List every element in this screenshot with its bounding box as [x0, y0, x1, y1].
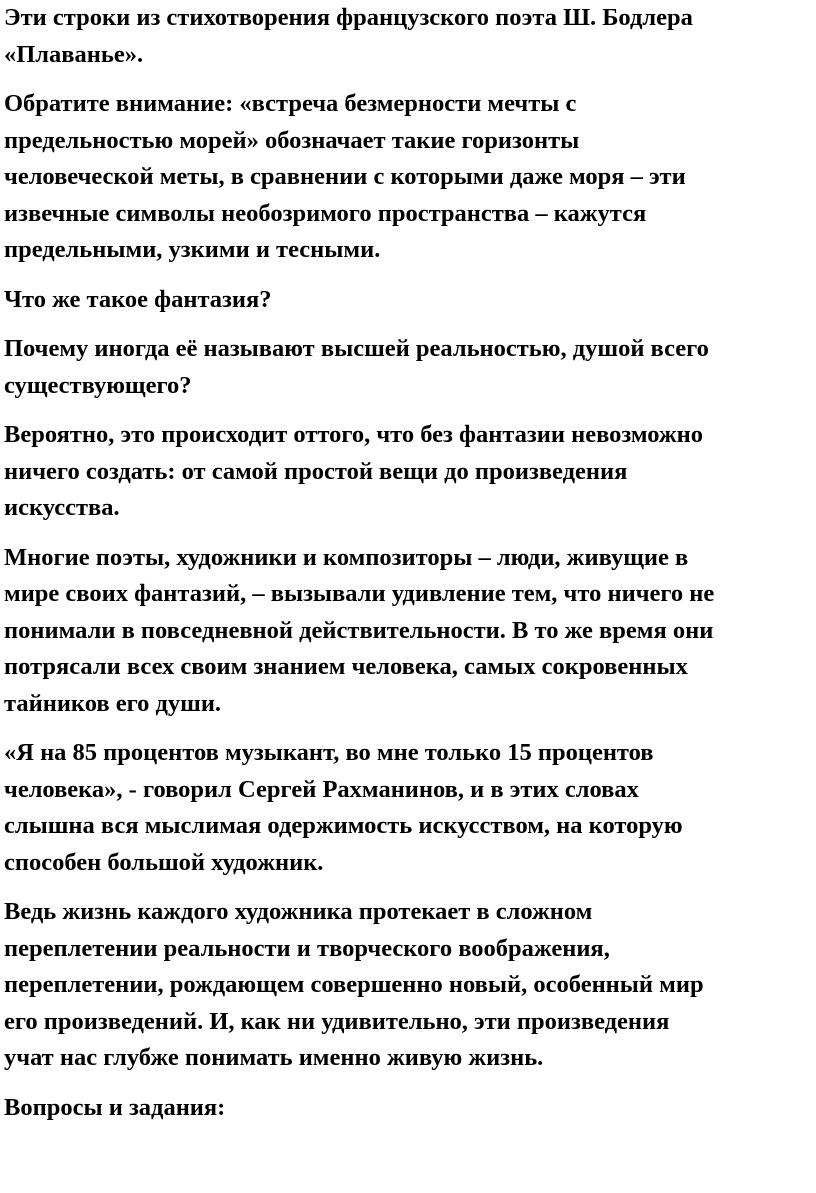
- text-line: учат нас глубже понимать именно живую жизнь.: [4, 1044, 544, 1071]
- text-line: ничего создать: от самой простой вещи до произведения: [4, 457, 628, 485]
- text-line: способен большой художник.: [4, 848, 324, 876]
- paragraph-artist-life: [4, 894, 810, 1077]
- text-line: его произведений. И, как ни удивительно, эти произведения: [4, 1007, 670, 1035]
- text-line: слышна вся мыслимая одержимость искусством, на которую: [4, 812, 683, 839]
- text-line: Почему иногда её называют высшей реальностью, душой всего: [4, 335, 709, 362]
- text-line: мире своих фантазий, – вызывали удивление тем, что ничего не: [4, 580, 715, 607]
- text-line: понимали в повседневной действительности. В то же время они: [4, 616, 714, 644]
- text-line: «Плаванье».: [4, 40, 144, 68]
- text-line: извечные символы необозримого пространства – кажутся: [4, 199, 647, 227]
- text-line: Многие поэты, художники и композиторы – люди, живущие в: [4, 543, 689, 571]
- paragraph-answer: [4, 417, 810, 527]
- paragraph-rachmaninoff-quote: [4, 735, 810, 881]
- document-page: [4, 0, 810, 1139]
- text-line: Вопросы и задания:: [4, 1093, 226, 1121]
- paragraph-intro: [4, 0, 810, 73]
- text-line: искусства.: [4, 494, 120, 521]
- text-line: человеческой меты, в сравнении с которыми даже моря – эти: [4, 163, 686, 190]
- text-line: Ведь жизнь каждого художника протекает в сложном: [4, 898, 593, 925]
- paragraph-attention: [4, 86, 810, 269]
- text-line: существующего?: [4, 371, 192, 399]
- text-line: Эти строки из стихотворения французского поэта Ш. Бодлера: [4, 4, 693, 31]
- text-line: Обратите внимание: «встреча безмерности мечты с: [4, 90, 577, 117]
- text-line: переплетении реальности и творческого воображения,: [4, 934, 610, 962]
- section-heading-questions: [4, 1090, 810, 1127]
- text-line: «Я на 85 процентов музыкант, во мне только 15 процентов: [4, 739, 654, 766]
- text-line: предельными, узкими и тесными.: [4, 236, 381, 263]
- paragraph-artists: [4, 540, 810, 723]
- text-line: потрясали всех своим знанием человека, самых сокровенных: [4, 653, 688, 680]
- paragraph-question-reality: [4, 331, 810, 404]
- text-line: Вероятно, это происходит оттого, что без фантазии невозможно: [4, 421, 704, 448]
- text-line: Что же такое фантазия?: [4, 285, 272, 313]
- text-line: переплетении, рождающем совершенно новый, особенный мир: [4, 971, 704, 998]
- text-line: человека», - говорил Сергей Рахманинов, и в этих словах: [4, 775, 639, 803]
- text-line: тайников его души.: [4, 689, 222, 717]
- text-line: предельностью морей» обозначает такие горизонты: [4, 126, 580, 154]
- paragraph-question-fantasy: [4, 282, 810, 319]
